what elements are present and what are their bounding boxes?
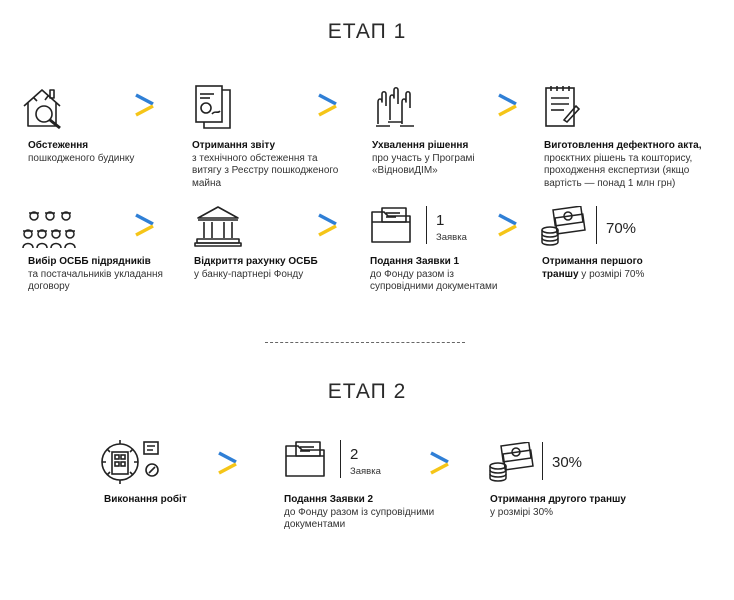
- application-number: 1: [436, 212, 445, 229]
- step-3-title: Ухвалення рішення: [372, 140, 469, 151]
- house-inspection-icon: [22, 86, 70, 130]
- step-11-title: Отримання другого траншу: [490, 494, 626, 505]
- arrow-icon: [216, 450, 242, 476]
- step-1-title: Обстеження: [28, 140, 89, 151]
- application-label: Заявка: [350, 466, 381, 477]
- bank-building-icon: [194, 204, 242, 248]
- folder-application-icon: [370, 206, 414, 244]
- stage-divider: [265, 342, 465, 343]
- step-11-text: у розмірі 30%: [490, 506, 554, 518]
- step-2-text: з технічного обстеження та витягу з Реєстру пошкодженого майна: [192, 152, 339, 189]
- report-document-icon: [192, 84, 236, 132]
- arrow-icon: [496, 212, 522, 238]
- arrow-icon: [133, 212, 159, 238]
- money-stack-icon: [540, 206, 586, 246]
- tranche-percent: 30%: [552, 454, 583, 471]
- step-2-title: Отримання звіту: [192, 140, 276, 151]
- arrow-icon: [428, 450, 454, 476]
- step-5-title: Вибір ОСББ підрядників: [28, 256, 151, 267]
- step-10-title: Подання Заявки 2: [284, 494, 374, 505]
- step-7-text: до Фонду разом із супровідними документами: [370, 268, 498, 292]
- divider-bar: [542, 442, 543, 480]
- step-6-title: Відкриття рахунку ОСББ: [194, 256, 318, 267]
- arrow-icon: [496, 92, 522, 118]
- step-7-title: Подання Заявки 1: [370, 256, 460, 267]
- workers-group-icon: [22, 206, 78, 250]
- step-1-text: пошкодженого будинку: [28, 152, 135, 164]
- step-9-title: Виконання робіт: [104, 494, 187, 505]
- step-3-text: про участь у Програмі «ВідновиДІМ»: [372, 152, 475, 176]
- step-6-text: у банку-партнері Фонду: [194, 268, 304, 280]
- notepad-checklist-icon: [542, 84, 582, 130]
- arrow-icon: [133, 92, 159, 118]
- arrow-icon: [316, 212, 342, 238]
- folder-application-icon: [284, 440, 328, 478]
- arrow-icon: [316, 92, 342, 118]
- divider-bar: [596, 206, 597, 244]
- application-number: 2: [350, 446, 359, 463]
- step-5-text: та постачальників укладання договору: [28, 268, 163, 292]
- construction-works-icon: [100, 438, 164, 486]
- divider-bar: [340, 440, 341, 478]
- voting-hands-icon: [372, 84, 420, 130]
- step-8-title: Отримання першого траншу: [542, 256, 643, 280]
- stage-1-title: ЕТАП 1: [327, 20, 407, 43]
- step-10-text: до Фонду разом із супровідними документами: [284, 506, 435, 530]
- stage-2-title: ЕТАП 2: [327, 380, 407, 403]
- step-8-text: у розмірі 70%: [581, 268, 645, 280]
- step-4-text: проєктних рішень та кошторису, проходження експертизи (якщо вартість — понад 1 млн грн): [544, 152, 693, 189]
- divider-bar: [426, 206, 427, 244]
- money-stack-icon: [488, 442, 534, 482]
- application-label: Заявка: [436, 232, 467, 243]
- step-4-title: Виготовлення дефектного акта,: [544, 140, 702, 151]
- tranche-percent: 70%: [606, 220, 637, 237]
